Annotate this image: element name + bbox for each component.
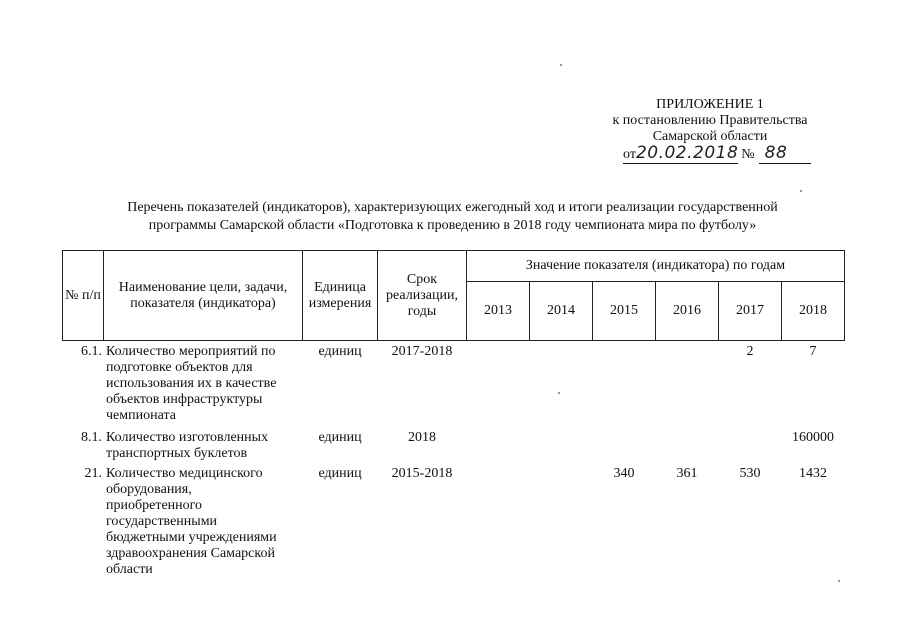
row-name-line: Количество изготовленных — [106, 430, 269, 445]
date-field — [623, 145, 738, 164]
row-name-line: объектов инфраструктуры — [106, 392, 263, 407]
scan-speck — [800, 190, 802, 192]
scan-speck — [838, 580, 840, 582]
appendix-region-line: Самарской области — [652, 129, 768, 144]
scan-speck — [558, 392, 560, 394]
row-value-2018: 7 — [809, 344, 817, 359]
header-year: 2018 — [782, 282, 845, 341]
row-term: 2017-2018 — [391, 344, 453, 359]
appendix-decree-line: к постановлению Правительства — [612, 113, 808, 128]
row-value-2016: 361 — [676, 466, 698, 481]
handwritten-date: 20.02.2018 — [635, 143, 739, 163]
row-number: 8.1. — [81, 430, 102, 445]
header-year: 2015 — [593, 282, 656, 341]
decree-date-number — [623, 145, 819, 164]
row-name-line: оборудования, — [106, 482, 192, 497]
row-term: 2015-2018 — [391, 466, 453, 481]
row-name-line: использования их в качестве — [106, 376, 277, 391]
header-year: 2014 — [530, 282, 593, 341]
row-unit: единиц — [318, 466, 362, 481]
header-year: 2013 — [467, 282, 530, 341]
title-line-1: Перечень показателей (индикаторов), характеризующих ежегодный ход и итоги реализации государственной — [127, 200, 778, 215]
row-name-line: бюджетными учреждениями — [106, 530, 277, 545]
row-value-2018: 160000 — [792, 430, 834, 445]
row-name — [106, 344, 306, 424]
row-value-2017: 2 — [746, 344, 754, 359]
row-name-line: Количество медицинского — [106, 466, 263, 481]
header-name: Наименование цели, задачи, показателя (индикатора) — [104, 251, 303, 341]
row-name — [106, 430, 306, 462]
row-number: 6.1. — [81, 344, 102, 359]
number-label: № — [741, 147, 755, 162]
row-name-line: области — [106, 562, 153, 577]
header-unit: Единица измерения — [303, 251, 378, 341]
row-number: 21. — [84, 466, 102, 481]
from-label: от — [623, 147, 636, 162]
row-value-2017: 530 — [739, 466, 761, 481]
row-name-line: здравоохранения Самарской — [106, 546, 275, 561]
row-name-line: транспортных буклетов — [106, 446, 248, 461]
row-name — [106, 466, 306, 578]
row-term: 2018 — [408, 430, 436, 445]
row-name-line: государственными — [106, 514, 218, 529]
row-name-line: Количество мероприятий по — [106, 344, 276, 359]
indicators-table-header — [62, 250, 845, 341]
document-title — [20, 199, 885, 235]
row-unit: единиц — [318, 344, 362, 359]
title-line-2: программы Самарской области «Подготовка к проведению в 2018 году чемпионата мира по футболу» — [148, 218, 757, 233]
row-name-line: подготовке объектов для — [106, 360, 253, 375]
row-value-2018: 1432 — [799, 466, 827, 481]
appendix-block — [560, 97, 860, 163]
header-num: № п/п — [63, 251, 104, 341]
row-name-line: чемпионата — [106, 408, 176, 423]
header-term: Срок реализации, годы — [378, 251, 467, 341]
header-year: 2017 — [719, 282, 782, 341]
header-year: 2016 — [656, 282, 719, 341]
row-unit: единиц — [318, 430, 362, 445]
row-name-line: приобретенного — [106, 498, 203, 513]
scan-speck — [560, 64, 562, 66]
handwritten-number: 88 — [764, 143, 788, 163]
row-value-2015: 340 — [613, 466, 635, 481]
appendix-heading: ПРИЛОЖЕНИЕ 1 — [656, 97, 764, 112]
number-field — [759, 145, 811, 164]
header-values-group: Значение показателя (индикатора) по годам — [467, 251, 845, 282]
